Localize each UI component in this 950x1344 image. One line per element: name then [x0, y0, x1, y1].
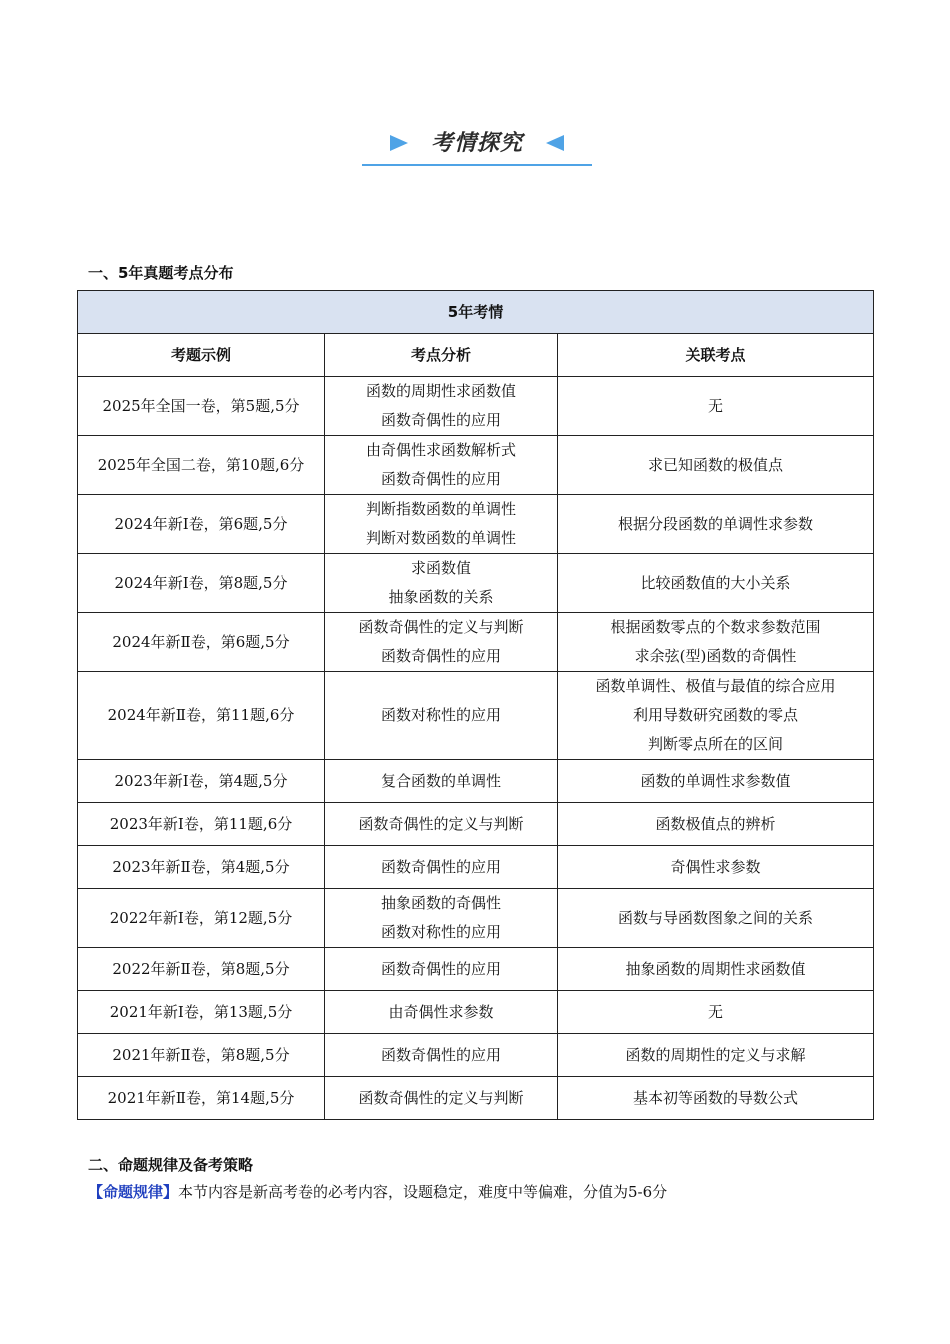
- proposition-rule: [88, 1181, 667, 1202]
- cell-related: [558, 1034, 874, 1077]
- cell-exam: 2021年新I卷，第13题,5分: [78, 991, 325, 1034]
- cell-related: [558, 760, 874, 803]
- table-row: [78, 1034, 874, 1077]
- cell-related: [558, 991, 874, 1034]
- column-header-exam: 考题示例: [78, 334, 325, 377]
- analysis-line: 函数奇偶性的应用: [380, 470, 501, 488]
- table-row: [78, 846, 874, 889]
- cell-related: [558, 1077, 874, 1120]
- related-line: 根据函数零点的个数求参数范围: [610, 618, 821, 636]
- analysis-line: 函数奇偶性的应用: [380, 857, 501, 876]
- related-line: 求已知函数的极值点: [648, 455, 784, 474]
- cell-related: [558, 377, 874, 436]
- related-line: 求余弦(型)函数的奇偶性: [634, 647, 797, 665]
- table-row: [78, 436, 874, 495]
- related-line: 利用导数研究函数的零点: [633, 706, 799, 724]
- triangle-left-icon: [546, 135, 564, 151]
- cell-related: [558, 889, 874, 948]
- related-line: 函数与导函数图象之间的关系: [618, 908, 814, 927]
- related-line: 函数单调性、极值与最值的综合应用: [595, 677, 836, 695]
- cell-exam: 2024年新I卷，第6题,5分: [78, 495, 325, 554]
- cell-analysis: [325, 554, 558, 613]
- table-row: [78, 495, 874, 554]
- cell-analysis: [325, 495, 558, 554]
- cell-related: [558, 672, 874, 760]
- cell-analysis: [325, 889, 558, 948]
- rule-text: 本节内容是新高考卷的必考内容，设题稳定，难度中等偏难，分值为5-6分: [178, 1183, 668, 1201]
- cell-analysis: [325, 1077, 558, 1120]
- table-row: [78, 672, 874, 760]
- analysis-line: 判断对数函数的单调性: [365, 529, 516, 547]
- banner-title: 考情探究: [430, 131, 523, 156]
- analysis-line: 函数奇偶性的应用: [380, 1045, 501, 1064]
- related-line: 函数的单调性求参数值: [640, 771, 791, 790]
- cell-related: [558, 948, 874, 991]
- analysis-line: 函数对称性的应用: [380, 706, 501, 724]
- column-header-related: 关联考点: [558, 334, 874, 377]
- cell-analysis: [325, 672, 558, 760]
- analysis-line: 求函数值: [410, 559, 471, 577]
- cell-exam: 2025年全国一卷，第5题,5分: [78, 377, 325, 436]
- related-line: 抽象函数的周期性求函数值: [625, 959, 806, 978]
- cell-analysis: [325, 613, 558, 672]
- table-row: [78, 803, 874, 846]
- section-heading-distribution: 一、5年真题考点分布: [88, 264, 234, 282]
- cell-exam: 2021年新Ⅱ卷，第14题,5分: [78, 1077, 325, 1120]
- cell-exam: 2023年新I卷，第4题,5分: [78, 760, 325, 803]
- related-line: 函数的周期性的定义与求解: [625, 1045, 806, 1064]
- cell-related: [558, 613, 874, 672]
- cell-analysis: [325, 948, 558, 991]
- analysis-line: 函数奇偶性的应用: [380, 959, 501, 978]
- related-line: 无: [708, 396, 724, 415]
- cell-analysis: [325, 377, 558, 436]
- cell-analysis: [325, 1034, 558, 1077]
- cell-related: [558, 554, 874, 613]
- related-line: 根据分段函数的单调性求参数: [618, 514, 814, 533]
- related-line: 奇偶性求参数: [670, 857, 761, 876]
- cell-exam: 2024年新Ⅱ卷，第11题,6分: [78, 672, 325, 760]
- exam-distribution-table: [77, 290, 874, 1120]
- cell-exam: 2024年新I卷，第8题,5分: [78, 554, 325, 613]
- analysis-line: 由奇偶性求参数: [388, 1002, 494, 1021]
- cell-exam: 2022年新Ⅱ卷，第8题,5分: [78, 948, 325, 991]
- analysis-line: 函数的周期性求函数值: [365, 382, 516, 400]
- banner-underline: [362, 164, 592, 166]
- related-line: 函数极值点的辨析: [655, 814, 776, 833]
- table-row: [78, 760, 874, 803]
- cell-exam: 2024年新Ⅱ卷，第6题,5分: [78, 613, 325, 672]
- table-title: 5年考情: [78, 291, 874, 334]
- cell-exam: 2025年全国二卷，第10题,6分: [78, 436, 325, 495]
- cell-analysis: [325, 760, 558, 803]
- table-row: [78, 613, 874, 672]
- table-row: [78, 889, 874, 948]
- column-header-analysis: 考点分析: [325, 334, 558, 377]
- table-row: [78, 377, 874, 436]
- analysis-line: 函数奇偶性的定义与判断: [358, 618, 524, 636]
- analysis-line: 判断指数函数的单调性: [365, 500, 516, 518]
- cell-exam: 2023年新Ⅱ卷，第4题,5分: [78, 846, 325, 889]
- analysis-line: 函数对称性的应用: [380, 923, 501, 941]
- table-row: [78, 1077, 874, 1120]
- related-line: 判断零点所在的区间: [648, 735, 784, 753]
- analysis-line: 函数奇偶性的应用: [380, 411, 501, 429]
- cell-related: [558, 846, 874, 889]
- analysis-line: 由奇偶性求函数解析式: [365, 441, 516, 459]
- analysis-line: 抽象函数的奇偶性: [380, 894, 501, 912]
- related-line: 基本初等函数的导数公式: [633, 1088, 799, 1107]
- analysis-line: 函数奇偶性的定义与判断: [358, 814, 524, 833]
- cell-exam: 2022年新I卷，第12题,5分: [78, 889, 325, 948]
- analysis-line: 抽象函数的关系: [388, 588, 494, 606]
- cell-analysis: [325, 436, 558, 495]
- related-line: 比较函数值的大小关系: [640, 573, 791, 592]
- table-row: [78, 948, 874, 991]
- cell-related: [558, 436, 874, 495]
- related-line: 无: [708, 1002, 724, 1021]
- cell-related: [558, 803, 874, 846]
- rule-label: 【命题规律】: [88, 1183, 179, 1201]
- section-banner: [362, 122, 592, 166]
- table-row: [78, 554, 874, 613]
- section-heading-strategy: 二、命题规律及备考策略: [88, 1156, 254, 1174]
- cell-related: [558, 495, 874, 554]
- cell-analysis: [325, 846, 558, 889]
- cell-exam: 2021年新Ⅱ卷，第8题,5分: [78, 1034, 325, 1077]
- analysis-line: 函数奇偶性的应用: [380, 647, 501, 665]
- analysis-line: 复合函数的单调性: [380, 771, 501, 790]
- cell-analysis: [325, 991, 558, 1034]
- cell-exam: 2023年新I卷，第11题,6分: [78, 803, 325, 846]
- cell-analysis: [325, 803, 558, 846]
- analysis-line: 函数奇偶性的定义与判断: [358, 1088, 524, 1107]
- table-body: [78, 377, 874, 1120]
- table-row: [78, 991, 874, 1034]
